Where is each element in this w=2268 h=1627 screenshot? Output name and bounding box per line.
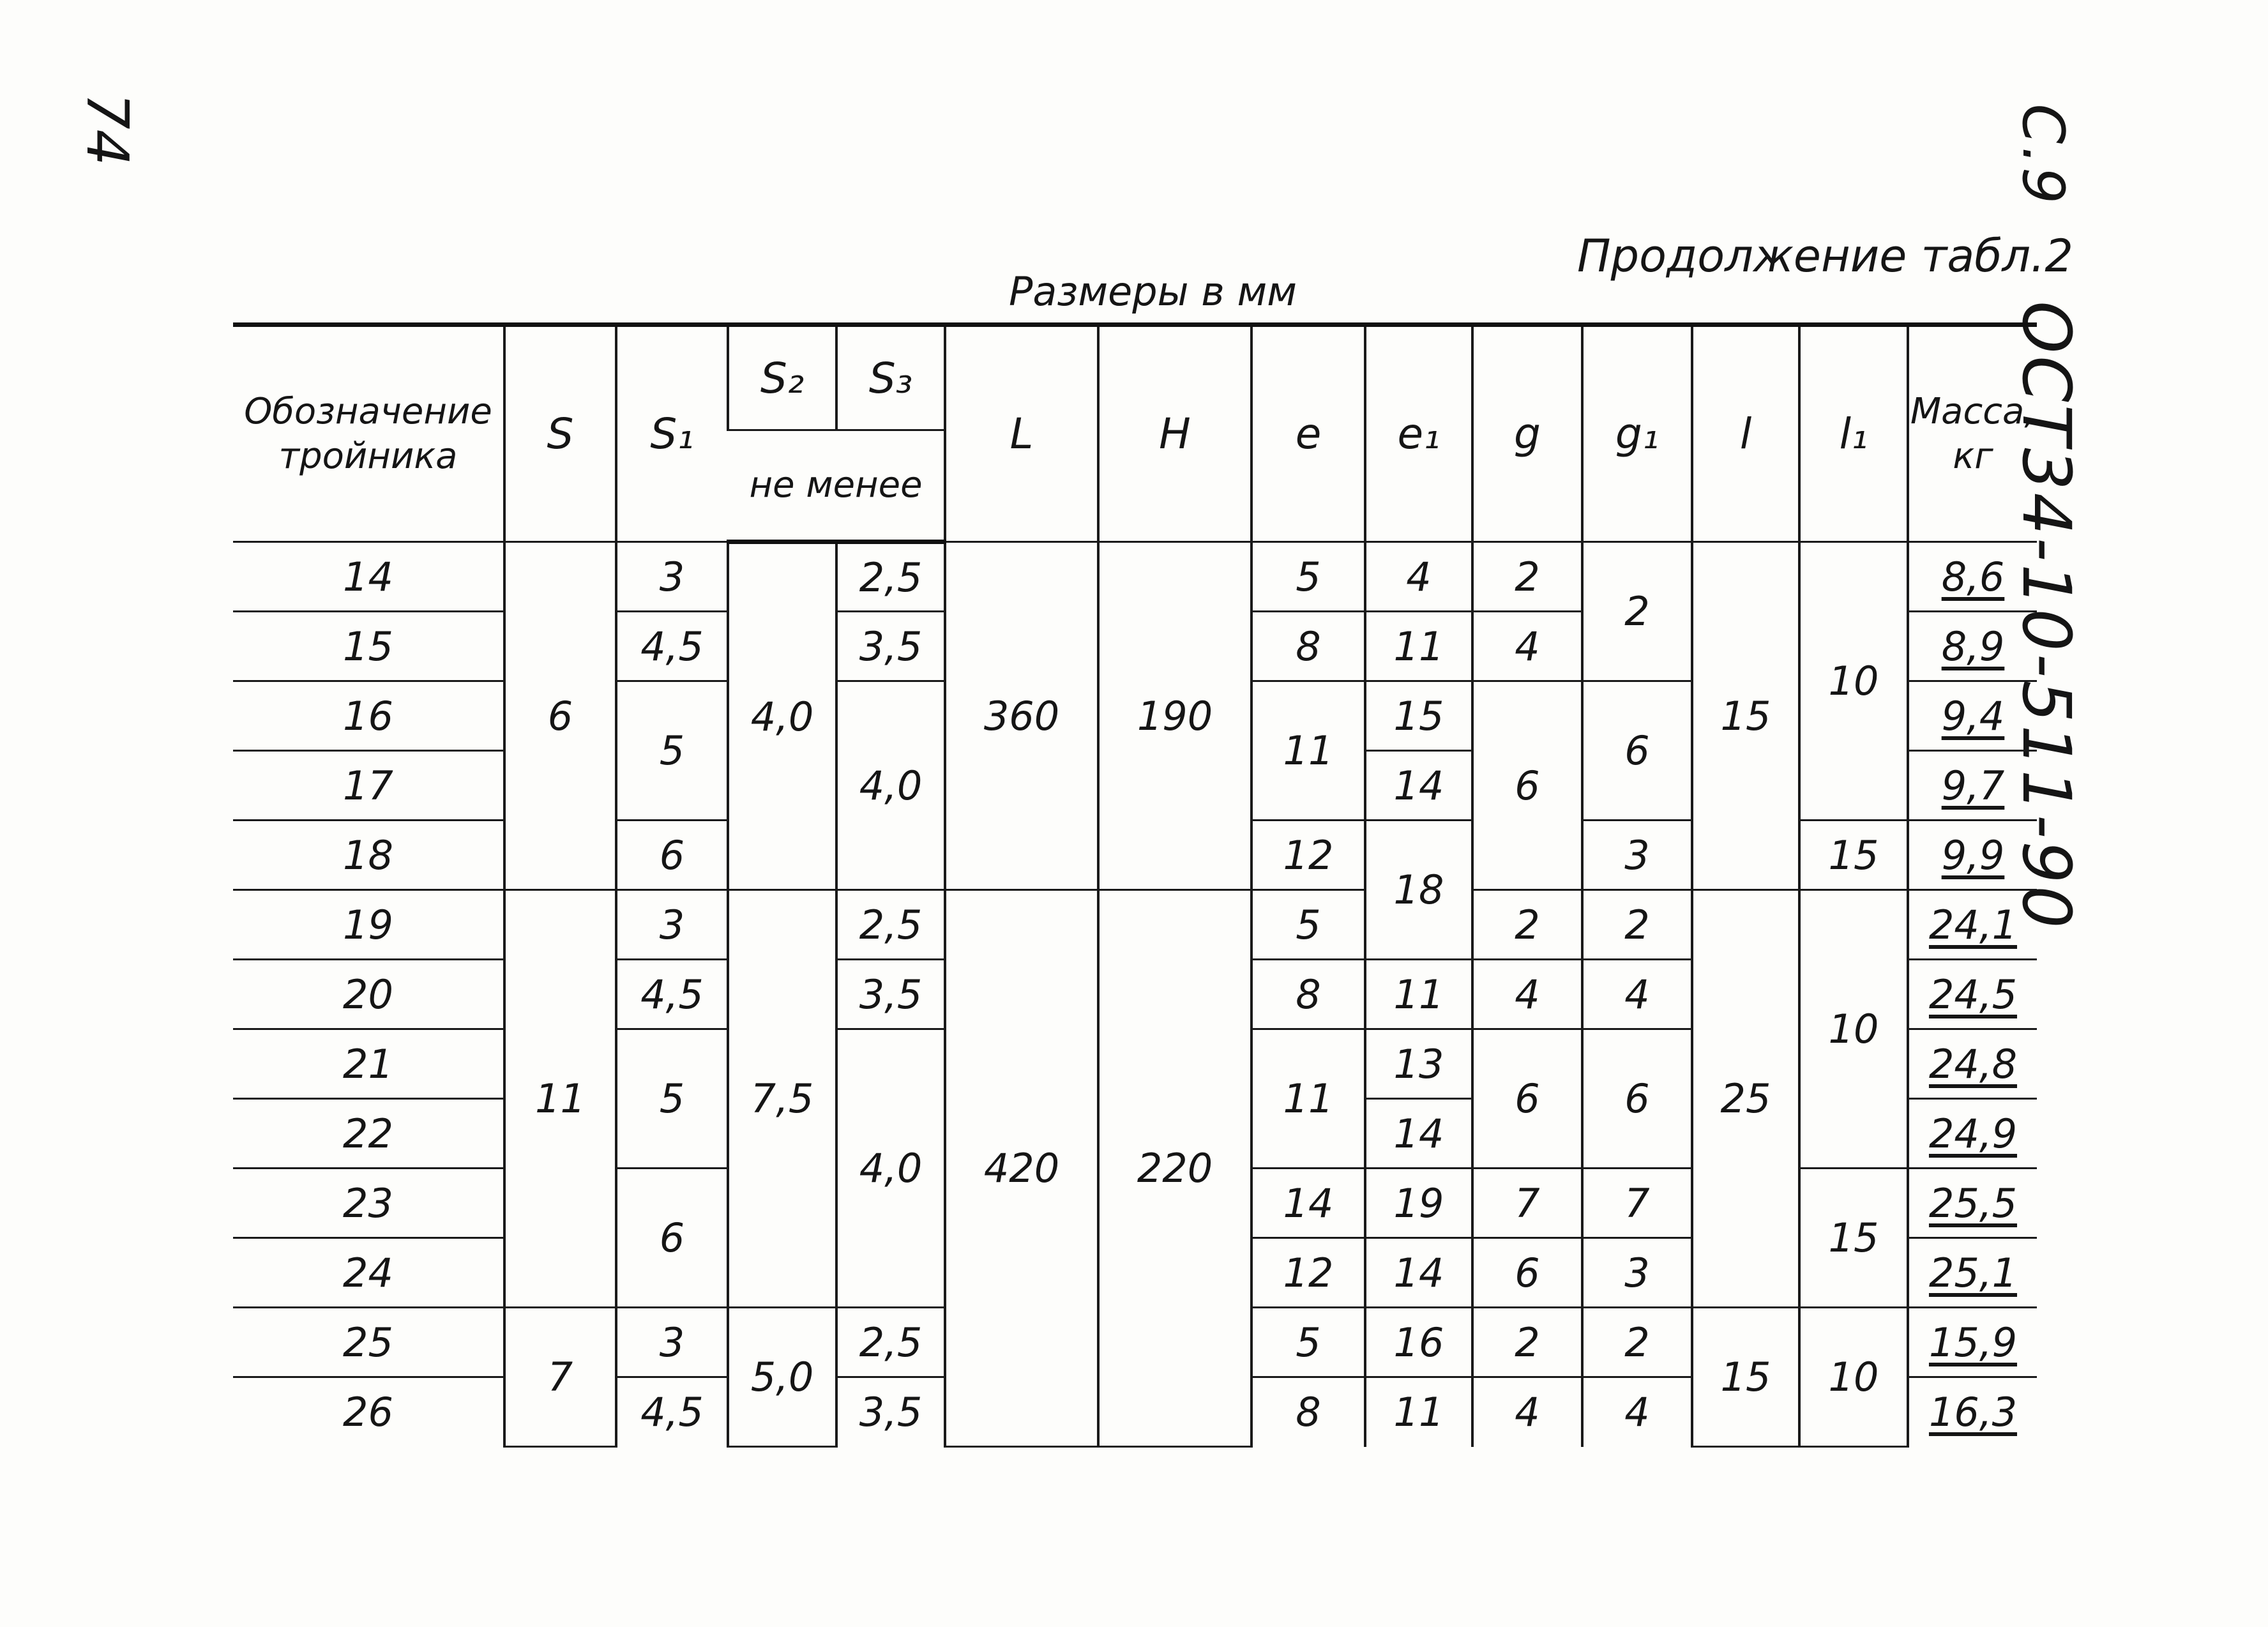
cell-g1: 6 — [1582, 1029, 1692, 1169]
dimensions-caption: Размеры в мм — [1009, 268, 1297, 315]
doc-page: С.9 — [2009, 103, 2076, 207]
cell-e: 12 — [1251, 821, 1365, 890]
cell-designation: 20 — [233, 960, 504, 1029]
cell-e: 8 — [1251, 960, 1365, 1029]
header-l1: l₁ — [1799, 325, 1908, 542]
cell-e: 8 — [1251, 612, 1365, 681]
cell-mass: 25,1 — [1908, 1238, 2037, 1308]
cell-mass: 9,7 — [1908, 751, 2037, 821]
header-mass: Масса, кг — [1908, 325, 2037, 542]
cell-g: 7 — [1472, 1169, 1582, 1238]
cell-H: 190 — [1098, 542, 1251, 890]
cell-designation: 18 — [233, 821, 504, 890]
cell-l1: 15 — [1799, 821, 1908, 890]
cell-designation: 17 — [233, 751, 504, 821]
cell-l: 25 — [1692, 890, 1799, 1308]
cell-e: 8 — [1251, 1377, 1365, 1447]
cell-g1: 2 — [1582, 890, 1692, 960]
cell-e1: 13 — [1365, 1029, 1472, 1099]
cell-e: 11 — [1251, 1029, 1365, 1169]
cell-e1: 14 — [1365, 751, 1472, 821]
cell-e1: 18 — [1365, 821, 1472, 960]
cell-s1: 4,5 — [616, 960, 728, 1029]
cell-s3: 2,5 — [836, 542, 945, 612]
cell-g1: 2 — [1582, 542, 1692, 681]
cell-s3: 3,5 — [836, 612, 945, 681]
cell-s1: 4,5 — [616, 612, 728, 681]
cell-L: 360 — [945, 542, 1098, 890]
cell-s2: 7,5 — [728, 890, 836, 1308]
cell-s3: 4,0 — [836, 1029, 945, 1308]
cell-g: 4 — [1472, 960, 1582, 1029]
cell-mass: 15,9 — [1908, 1308, 2037, 1377]
cell-designation: 14 — [233, 542, 504, 612]
dimensions-table — [233, 322, 2036, 1446]
cell-l: 15 — [1692, 542, 1799, 890]
cell-s1: 5 — [616, 681, 728, 821]
cell-l1: 10 — [1799, 890, 1908, 1169]
cell-e1: 4 — [1365, 542, 1472, 612]
cell-mass: 24,9 — [1908, 1099, 2037, 1169]
cell-designation: 15 — [233, 612, 504, 681]
cell-designation: 26 — [343, 1389, 393, 1436]
header-s3: S₃ — [836, 325, 945, 430]
cell-g: 4 — [1472, 1377, 1582, 1447]
cell-e1: 14 — [1365, 1099, 1472, 1169]
cell-s1: 3 — [616, 1308, 728, 1377]
cell-g1: 4 — [1582, 1377, 1692, 1447]
cell-designation: 24 — [233, 1238, 504, 1308]
table-row — [233, 890, 2037, 960]
cell-s3: 2,5 — [836, 890, 945, 960]
header-l: l — [1692, 325, 1799, 542]
cell-mass: 8,6 — [1908, 542, 2037, 612]
header-g: g — [1472, 325, 1582, 542]
cell-g1: 4 — [1582, 960, 1692, 1029]
cell-designation: 23 — [233, 1169, 504, 1238]
cell-e1: 11 — [1365, 612, 1472, 681]
cell-e1: 11 — [1365, 960, 1472, 1029]
cell-s3: 3,5 — [836, 1377, 945, 1447]
cell-s1: 3 — [616, 890, 728, 960]
cell-g: 6 — [1472, 681, 1582, 890]
table-row — [233, 542, 2037, 612]
cell-designation: 19 — [233, 890, 504, 960]
header-L: L — [945, 325, 1098, 542]
cell-l1: 10 — [1799, 1308, 1908, 1447]
cell-g1: 6 — [1582, 681, 1692, 821]
cell-mass: 25,5 — [1908, 1169, 2037, 1238]
cell-L: 420 — [945, 890, 1098, 1447]
header-s1: S₁ — [616, 325, 728, 542]
cell-mass: 24,8 — [1908, 1029, 2037, 1099]
cell-mass: 8,9 — [1908, 612, 2037, 681]
cell-g: 2 — [1472, 1308, 1582, 1377]
header-e: e — [1251, 325, 1365, 542]
header-s2: S₂ — [728, 325, 836, 430]
cell-s: 7 — [504, 1308, 616, 1447]
cell-s3: 4,0 — [836, 681, 945, 890]
cell-e: 5 — [1251, 890, 1365, 960]
cell-designation: 21 — [233, 1029, 504, 1099]
cell-s1: 4,5 — [616, 1377, 728, 1447]
cell-e: 11 — [1251, 681, 1365, 821]
cell-s1: 6 — [616, 1169, 728, 1308]
cell-e1: 19 — [1365, 1169, 1472, 1238]
cell-g1: 7 — [1582, 1169, 1692, 1238]
cell-g: 4 — [1472, 612, 1582, 681]
header-e1: e₁ — [1365, 325, 1472, 542]
cell-g1: 2 — [1582, 1308, 1692, 1377]
cell-l1: 15 — [1799, 1169, 1908, 1308]
cell-e: 14 — [1251, 1169, 1365, 1238]
cell-designation: 16 — [233, 681, 504, 751]
cell-s3: 3,5 — [836, 960, 945, 1029]
cell-designation: 25 — [233, 1308, 504, 1377]
header-designation: Обозначение тройника — [233, 325, 504, 542]
header-g1: g₁ — [1582, 325, 1692, 542]
cell-mass: 9,9 — [1908, 821, 2037, 890]
cell-e1: 11 — [1365, 1377, 1472, 1447]
cell-g1: 3 — [1582, 1238, 1692, 1308]
cell-g: 2 — [1472, 542, 1582, 612]
cell-e: 5 — [1251, 542, 1365, 612]
header-H: H — [1098, 325, 1251, 542]
cell-mass: 24,1 — [1908, 890, 2037, 960]
cell-e1: 15 — [1365, 681, 1472, 751]
cell-e: 12 — [1251, 1238, 1365, 1308]
cell-s1: 5 — [616, 1029, 728, 1169]
cell-l: 15 — [1692, 1308, 1799, 1447]
header-not-less: не менее — [728, 430, 945, 542]
cell-s: 11 — [504, 890, 616, 1308]
cell-e: 5 — [1251, 1308, 1365, 1377]
cell-s2: 4,0 — [728, 542, 836, 890]
header-s: S — [504, 325, 616, 542]
cell-s3: 2,5 — [836, 1308, 945, 1377]
cell-l1: 10 — [1799, 542, 1908, 821]
doc-standard: ОСТ34-10-511-90 — [2007, 301, 2085, 931]
cell-H: 220 — [1098, 890, 1251, 1447]
cell-e1: 16 — [1365, 1308, 1472, 1377]
cell-g: 6 — [1472, 1029, 1582, 1169]
cell-mass: 9,4 — [1908, 681, 2037, 751]
page-number: 74 — [73, 93, 140, 166]
cell-e1: 14 — [1365, 1238, 1472, 1308]
cell-mass: 24,5 — [1908, 960, 2037, 1029]
cell-s: 6 — [504, 542, 616, 890]
cell-g: 2 — [1472, 890, 1582, 960]
cell-mass: 16,3 — [1908, 1377, 2037, 1447]
table-continuation-label: Продолжение табл.2 — [1577, 230, 2073, 282]
cell-g1: 3 — [1582, 821, 1692, 890]
cell-s1: 3 — [616, 542, 728, 612]
cell-s1: 6 — [616, 821, 728, 890]
cell-s2: 5,0 — [728, 1308, 836, 1447]
cell-g: 6 — [1472, 1238, 1582, 1308]
cell-designation: 22 — [233, 1099, 504, 1169]
